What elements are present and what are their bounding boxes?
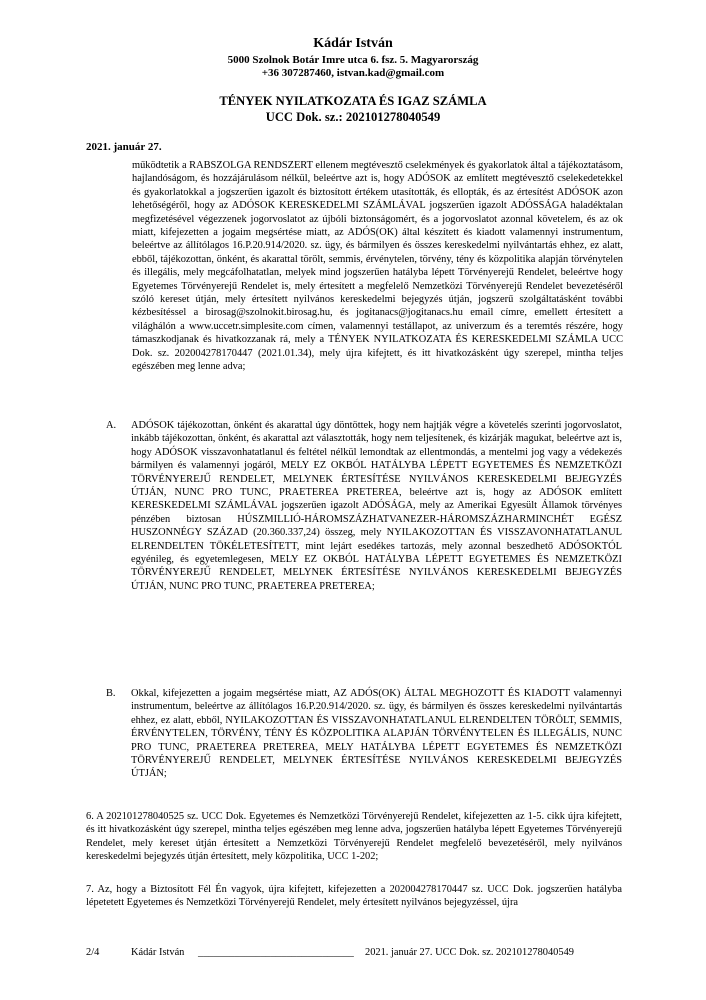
signature-line: ______________________________ xyxy=(198,947,354,958)
page-number: 2/4 xyxy=(86,947,100,958)
document-number: UCC Dok. sz.: 202101278040549 xyxy=(265,110,441,124)
author-contact: +36 307287460, istvan.kad@gmail.com xyxy=(261,67,445,79)
item-7-paragraph: 7. Az, hogy a Biztosított Fél Én vagyok, újra kifejtett, kifejezetten a 202004278170447 sz. UCC Dok. jogszerűen hatályba lépetetett Egyetemes és Nemzetközi Törvényerejű Rendelet, mely értesített nyilvános bejegyzéssel, újra xyxy=(86,884,622,909)
item-a-paragraph: ADÓSOK tájékozottan, önként és akarattal úgy döntöttek, hogy nem hajtják végre a követelés szerinti jogorvoslatot, inkább tájékozottan, önként, és akarattal azt választották, hogy nem teljesítenek, és kizárják magukat, beleértve azt is, hogy ADÓSOK visszavonhatatlanul és feltétel nélkül lemondtak az ellentmondás, a mentelmi jog vagy a védekezés bármilyen és valamennyi jogáról, MELY EZ OKBÓL HATÁLYBA LÉPETT EGYETEMES ÉS NEMZETKÖZI TÖRVÉNYEREJŰ RENDELET, MELYNEK ÉRTESÍTÉSE NYILVÁNOS KERESKEDELMI BEJEGYZÉS ÚTJÁN, NUNC PRO TUNC, PRAETEREA PRETEREA, beleértve azt is, hogy az ADÓSOK említett KERESKEDELMI SZÁMLÁVAL jogszerűen igazolt ADÓSÁGA, mely az Amerikai Egyesült Államok törvényes pénzében biztosan HÚSZMILLIÓ-HÁROMSZÁZHATVANEZER-HÁROMSZÁZHARMINCHÉT EGÉSZ HUSZONNÉGY SZÁZAD (20.360.337,24) összeg, mely NYILAKOZOTTAN ÉS VISSZAVONHATATLANUL ELRENDELTEN TÖKÉLETESÍTETT, mint lejárt esedékes tartozás, mely azonnal beszedhető ADÓSOKTÓL egyénileg, és egyetemlegesen, MELY EZ OKBÓL HATÁLYBA LÉPETT EGYETEMES ÉS NEMZETKÖZI TÖRVÉNYEREJŰ RENDELET, MELYNEK ÉRTESÍTÉSE NYILVÁNOS KERESKEDELMI BEJEGYZÉS ÚTJÁN, NUNC PRO TUNC, PRAETEREA PRETEREA; xyxy=(131,420,622,592)
item-b-marker: B. xyxy=(106,688,116,699)
item-a-marker: A. xyxy=(106,420,117,431)
author-address: 5000 Szolnok Botár Imre utca 6. fsz. 5. Magyarország xyxy=(227,54,479,66)
document-title: TÉNYEK NYILATKOZATA ÉS IGAZ SZÁMLA xyxy=(219,94,487,108)
author-name: Kádár István xyxy=(313,36,393,51)
item-b-paragraph: Okkal, kifejezetten a jogaim megsértése miatt, AZ ADÓS(OK) ÁLTAL MEGHOZOTT ÉS KIADOTT valamennyi instrumentum, beleértve az állítólagos 16.P.20.914/2020. sz. ügy, és bármilyen és összes kereskedelmi nyilvántartás ehhez, ez alatt, ebből, NYILAKOZOTTAN ÉS VISSZAVONHATATLANUL ELRENDELTEN TÖRÖLT, SEMMIS, ÉRVÉNYTELEN, TÖRVÉNY, TÉNY ÉS KÖZPOLITIKA ALAPJÁN TÖRVÉNYTELEN ÉS ILLEGÁLIS, NUNC PRO TUNC, PRAETEREA PRETEREA, MELY HATÁLYBA LÉPETT EGYETEMES ÉS NEMZETKÖZI TÖRVÉNYEREJŰ RENDELET, MELYNEK ÉRTESÍTÉSE NYILVÁNOS KERESKEDELMI BEJEGYZÉS ÚTJÁN; xyxy=(131,688,622,780)
footer-name: Kádár István xyxy=(131,947,185,958)
document-date: 2021. január 27. xyxy=(86,141,162,153)
footer-doc-ref: 2021. január 27. UCC Dok. sz. 202101278040549 xyxy=(365,947,574,958)
item-6-paragraph: 6. A 202101278040525 sz. UCC Dok. Egyetemes és Nemzetközi Törvényerejű Rendelet, kifejezetten az 1-5. cikk újra kifejtett, és itt hivatkozásként úgy szerepel, mintha teljes egészében meg lenne adva, jogszerűen hatályba lépett Egyetemes Törvényerejű Rendelet, mely kereset útján értesített a Nemzetközi Törvényerejű Rendelet megfelelő bevezetéséről, mely nyilvános kereskedelmi bejegyzés útján értesített, mely közpolitika, UCC 1-202; xyxy=(86,811,622,863)
intro-paragraph: működtetik a RABSZOLGA RENDSZERT ellenem megtévesztő cselekmények és gyakorlatok által a tájékoztatásom, hajlandóságom, és hozzájárulásom nélkül, beleértve azt is, hogy ADÓSOK az említett megtévesztő cselekedetekkel és gyakorlatokkal a jogszerűen igazolt és biztosított értékem utasították, és ellopták, és az értesítést ADÓSOK azon lehetőségéről, hogy az ADÓSOK KERESKEDELMI SZÁMLÁVAL jogszerűen igazolt ADÓSSÁGA haladéktalan megfizetésével végezzenek jogorvoslatot az újbóli biztonságomért, és a jogorvoslatot azonnal követelem, és az ok miatt, kifejezetten a jogaim megsértése miatt, az ADÓS(OK) által készített és kiadott valamennyi instrumentum, beleértve az állítólagos 16.P.20.914/2020. sz. ügy, és bármilyen és összes kereskedelmi nyilvántartás ehhez, ez alatt, ebből, tájékozottan, önként, és akarattal törölt, semmis, érvénytelen, törvény, tény és közpolitika alapján törvénytelen és illegális, mely megcáfolhatatlan, melyek mind jogszerűen hatályba lépett Törvényerejű Rendelet, beleértve hogy Egyetemes Törvényerejű Rendelet is, mely értesített a megfelelő Nemzetközi Törvényerejű Rendelet bevezetéséről szóló kereset útján, mely értesített nyilvános kereskedelmi bejegyzés útján, jogszerű szolgáltatásként további kézbesítéssel a birosag@szolnokit.birosag.hu, és jogitanacs@jogitanacs.hu email címre, emellett értesített a világhálón a www.uccetr.simplesite.com címen, valamennyi testállapot, az univerzum és a teremtés részére, hogy támaszkodjanak és hivatkozzanak rá, mely a TÉNYEK NYILATKOZATA ÉS KERESKEDELMI SZÁMLA UCC Dok. sz. 202004278170447 (2021.01.34), mely újra kifejtett, és itt hivatkozásként úgy szerepel, mintha teljes egészében meg lenne adva; xyxy=(132,160,623,373)
